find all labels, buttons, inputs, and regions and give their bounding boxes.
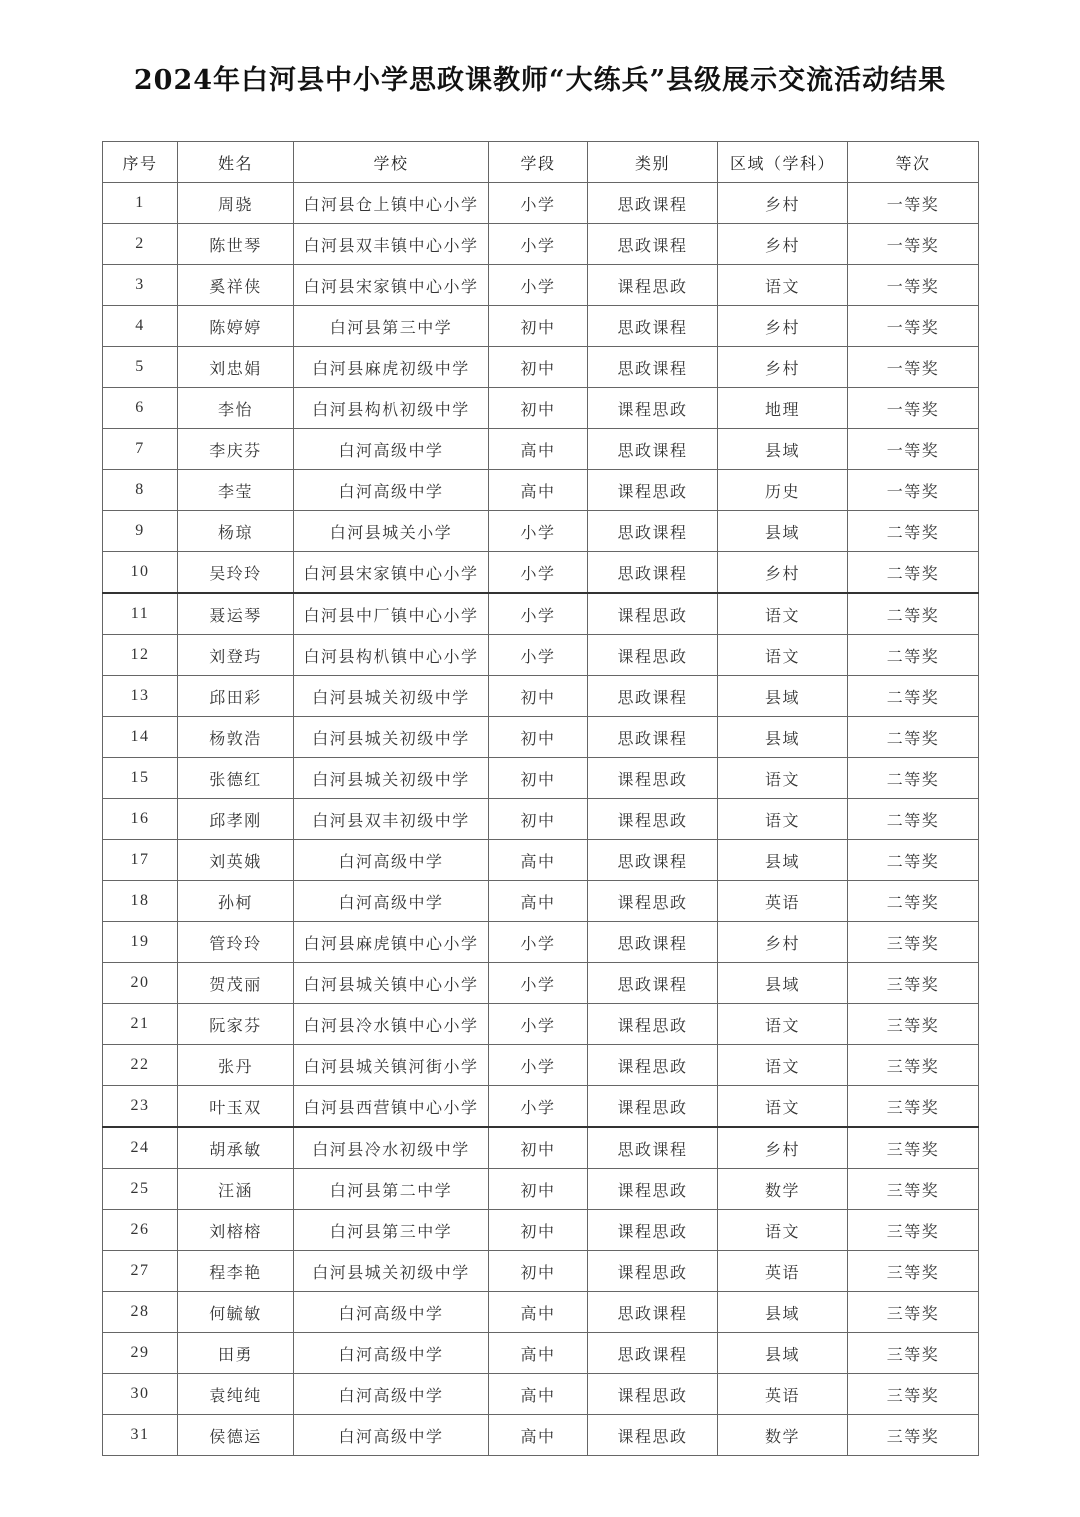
cell-stage: 高中 bbox=[489, 1292, 588, 1333]
cell-category: 课程思政 bbox=[588, 1251, 718, 1292]
cell-index: 11 bbox=[103, 593, 178, 635]
cell-school: 白河县宋家镇中心小学 bbox=[294, 552, 489, 594]
cell-region-subject: 英语 bbox=[718, 1251, 848, 1292]
cell-award: 二等奖 bbox=[848, 758, 979, 799]
cell-name: 汪涵 bbox=[178, 1169, 294, 1210]
cell-award: 二等奖 bbox=[848, 799, 979, 840]
cell-index: 15 bbox=[103, 758, 178, 799]
cell-region-subject: 乡村 bbox=[718, 552, 848, 594]
cell-stage: 高中 bbox=[489, 1374, 588, 1415]
table-row bbox=[103, 1251, 979, 1292]
cell-stage: 初中 bbox=[489, 1127, 588, 1169]
cell-category: 课程思政 bbox=[588, 1086, 718, 1128]
table-row bbox=[103, 676, 979, 717]
cell-award: 三等奖 bbox=[848, 1374, 979, 1415]
cell-award: 二等奖 bbox=[848, 593, 979, 635]
cell-category: 思政课程 bbox=[588, 1292, 718, 1333]
cell-award: 一等奖 bbox=[848, 183, 979, 224]
cell-award: 三等奖 bbox=[848, 1210, 979, 1251]
cell-category: 课程思政 bbox=[588, 799, 718, 840]
cell-name: 袁纯纯 bbox=[178, 1374, 294, 1415]
cell-school: 白河县麻虎镇中心小学 bbox=[294, 922, 489, 963]
table-row bbox=[103, 511, 979, 552]
cell-school: 白河县城关小学 bbox=[294, 511, 489, 552]
cell-award: 二等奖 bbox=[848, 552, 979, 594]
cell-stage: 小学 bbox=[489, 593, 588, 635]
cell-school: 白河县城关镇河街小学 bbox=[294, 1045, 489, 1086]
table-body bbox=[103, 183, 979, 1456]
cell-region-subject: 地理 bbox=[718, 388, 848, 429]
table-row bbox=[103, 429, 979, 470]
cell-stage: 高中 bbox=[489, 881, 588, 922]
cell-name: 刘榕榕 bbox=[178, 1210, 294, 1251]
table-row bbox=[103, 1333, 979, 1374]
cell-region-subject: 县域 bbox=[718, 840, 848, 881]
cell-name: 管玲玲 bbox=[178, 922, 294, 963]
cell-region-subject: 语文 bbox=[718, 1210, 848, 1251]
table-row bbox=[103, 799, 979, 840]
cell-region-subject: 县域 bbox=[718, 717, 848, 758]
cell-name: 陈婷婷 bbox=[178, 306, 294, 347]
cell-category: 思政课程 bbox=[588, 429, 718, 470]
table-row bbox=[103, 347, 979, 388]
cell-region-subject: 语文 bbox=[718, 1004, 848, 1045]
cell-name: 贺茂丽 bbox=[178, 963, 294, 1004]
cell-stage: 初中 bbox=[489, 799, 588, 840]
cell-school: 白河县冷水镇中心小学 bbox=[294, 1004, 489, 1045]
cell-school: 白河县宋家镇中心小学 bbox=[294, 265, 489, 306]
cell-stage: 初中 bbox=[489, 758, 588, 799]
cell-category: 思政课程 bbox=[588, 224, 718, 265]
cell-stage: 高中 bbox=[489, 470, 588, 511]
cell-name: 杨敦浩 bbox=[178, 717, 294, 758]
table-row bbox=[103, 1086, 979, 1128]
cell-index: 7 bbox=[103, 429, 178, 470]
cell-category: 课程思政 bbox=[588, 635, 718, 676]
cell-stage: 小学 bbox=[489, 224, 588, 265]
cell-region-subject: 乡村 bbox=[718, 224, 848, 265]
cell-school: 白河县城关初级中学 bbox=[294, 1251, 489, 1292]
cell-category: 思政课程 bbox=[588, 840, 718, 881]
cell-award: 一等奖 bbox=[848, 388, 979, 429]
cell-index: 4 bbox=[103, 306, 178, 347]
cell-stage: 小学 bbox=[489, 183, 588, 224]
table-row bbox=[103, 552, 979, 594]
cell-name: 侯德运 bbox=[178, 1415, 294, 1456]
cell-school: 白河县双丰镇中心小学 bbox=[294, 224, 489, 265]
cell-school: 白河县西营镇中心小学 bbox=[294, 1086, 489, 1128]
cell-school: 白河县麻虎初级中学 bbox=[294, 347, 489, 388]
cell-index: 18 bbox=[103, 881, 178, 922]
cell-category: 课程思政 bbox=[588, 1415, 718, 1456]
cell-region-subject: 语文 bbox=[718, 1045, 848, 1086]
cell-school: 白河高级中学 bbox=[294, 881, 489, 922]
cell-name: 叶玉双 bbox=[178, 1086, 294, 1128]
cell-region-subject: 语文 bbox=[718, 635, 848, 676]
cell-index: 16 bbox=[103, 799, 178, 840]
results-table bbox=[102, 141, 979, 1456]
cell-school: 白河县城关初级中学 bbox=[294, 717, 489, 758]
cell-award: 二等奖 bbox=[848, 840, 979, 881]
header-index: 序号 bbox=[103, 142, 178, 183]
cell-category: 课程思政 bbox=[588, 1169, 718, 1210]
cell-school: 白河县城关镇中心小学 bbox=[294, 963, 489, 1004]
cell-name: 刘忠娟 bbox=[178, 347, 294, 388]
cell-stage: 初中 bbox=[489, 1210, 588, 1251]
cell-stage: 小学 bbox=[489, 1086, 588, 1128]
cell-region-subject: 英语 bbox=[718, 881, 848, 922]
cell-index: 31 bbox=[103, 1415, 178, 1456]
table-row bbox=[103, 1415, 979, 1456]
cell-index: 13 bbox=[103, 676, 178, 717]
cell-category: 思政课程 bbox=[588, 676, 718, 717]
table-row bbox=[103, 470, 979, 511]
header-category: 类别 bbox=[588, 142, 718, 183]
header-region-subject: 区域（学科） bbox=[718, 142, 848, 183]
table-row bbox=[103, 1004, 979, 1045]
cell-region-subject: 语文 bbox=[718, 593, 848, 635]
cell-name: 邱孝刚 bbox=[178, 799, 294, 840]
cell-category: 思政课程 bbox=[588, 1333, 718, 1374]
cell-category: 课程思政 bbox=[588, 1045, 718, 1086]
cell-region-subject: 乡村 bbox=[718, 1127, 848, 1169]
cell-category: 思政课程 bbox=[588, 183, 718, 224]
cell-stage: 初中 bbox=[489, 717, 588, 758]
table-row bbox=[103, 922, 979, 963]
cell-index: 29 bbox=[103, 1333, 178, 1374]
table-row bbox=[103, 306, 979, 347]
cell-region-subject: 县域 bbox=[718, 963, 848, 1004]
cell-name: 聂运琴 bbox=[178, 593, 294, 635]
cell-name: 邱田彩 bbox=[178, 676, 294, 717]
cell-name: 陈世琴 bbox=[178, 224, 294, 265]
cell-name: 张德红 bbox=[178, 758, 294, 799]
cell-award: 三等奖 bbox=[848, 1292, 979, 1333]
cell-index: 1 bbox=[103, 183, 178, 224]
cell-award: 三等奖 bbox=[848, 1086, 979, 1128]
cell-category: 思政课程 bbox=[588, 511, 718, 552]
header-school: 学校 bbox=[294, 142, 489, 183]
cell-stage: 初中 bbox=[489, 1251, 588, 1292]
cell-school: 白河县城关初级中学 bbox=[294, 758, 489, 799]
table-row bbox=[103, 840, 979, 881]
cell-school: 白河县第三中学 bbox=[294, 306, 489, 347]
table-row bbox=[103, 1169, 979, 1210]
cell-stage: 初中 bbox=[489, 676, 588, 717]
cell-school: 白河高级中学 bbox=[294, 1333, 489, 1374]
cell-index: 28 bbox=[103, 1292, 178, 1333]
cell-region-subject: 语文 bbox=[718, 265, 848, 306]
cell-category: 课程思政 bbox=[588, 1374, 718, 1415]
header-stage: 学段 bbox=[489, 142, 588, 183]
cell-school: 白河高级中学 bbox=[294, 470, 489, 511]
cell-index: 6 bbox=[103, 388, 178, 429]
cell-category: 课程思政 bbox=[588, 881, 718, 922]
cell-school: 白河县城关初级中学 bbox=[294, 676, 489, 717]
cell-award: 三等奖 bbox=[848, 1004, 979, 1045]
cell-school: 白河高级中学 bbox=[294, 429, 489, 470]
cell-region-subject: 乡村 bbox=[718, 922, 848, 963]
table-row bbox=[103, 717, 979, 758]
cell-index: 9 bbox=[103, 511, 178, 552]
cell-stage: 高中 bbox=[489, 1415, 588, 1456]
cell-stage: 小学 bbox=[489, 511, 588, 552]
cell-category: 思政课程 bbox=[588, 717, 718, 758]
cell-index: 21 bbox=[103, 1004, 178, 1045]
table-row bbox=[103, 1045, 979, 1086]
cell-school: 白河高级中学 bbox=[294, 840, 489, 881]
table-row bbox=[103, 593, 979, 635]
table-header-row bbox=[103, 142, 979, 183]
cell-name: 李莹 bbox=[178, 470, 294, 511]
cell-award: 一等奖 bbox=[848, 347, 979, 388]
cell-award: 三等奖 bbox=[848, 963, 979, 1004]
cell-stage: 小学 bbox=[489, 265, 588, 306]
cell-name: 奚祥侠 bbox=[178, 265, 294, 306]
cell-region-subject: 乡村 bbox=[718, 306, 848, 347]
cell-award: 二等奖 bbox=[848, 717, 979, 758]
cell-index: 23 bbox=[103, 1086, 178, 1128]
table-row bbox=[103, 1292, 979, 1333]
cell-award: 一等奖 bbox=[848, 470, 979, 511]
cell-stage: 初中 bbox=[489, 347, 588, 388]
cell-award: 三等奖 bbox=[848, 1045, 979, 1086]
cell-category: 思政课程 bbox=[588, 552, 718, 594]
cell-name: 吴玲玲 bbox=[178, 552, 294, 594]
cell-stage: 高中 bbox=[489, 1333, 588, 1374]
cell-school: 白河县双丰初级中学 bbox=[294, 799, 489, 840]
cell-name: 刘英娥 bbox=[178, 840, 294, 881]
cell-name: 李庆芬 bbox=[178, 429, 294, 470]
table-row bbox=[103, 758, 979, 799]
cell-category: 思政课程 bbox=[588, 306, 718, 347]
cell-school: 白河高级中学 bbox=[294, 1374, 489, 1415]
cell-name: 孙柯 bbox=[178, 881, 294, 922]
cell-award: 二等奖 bbox=[848, 881, 979, 922]
cell-category: 课程思政 bbox=[588, 1004, 718, 1045]
cell-stage: 初中 bbox=[489, 388, 588, 429]
cell-index: 22 bbox=[103, 1045, 178, 1086]
cell-index: 14 bbox=[103, 717, 178, 758]
table-row bbox=[103, 1210, 979, 1251]
header-award: 等次 bbox=[848, 142, 979, 183]
cell-award: 二等奖 bbox=[848, 676, 979, 717]
cell-region-subject: 乡村 bbox=[718, 183, 848, 224]
cell-school: 白河县第二中学 bbox=[294, 1169, 489, 1210]
cell-school: 白河县构朳镇中心小学 bbox=[294, 635, 489, 676]
cell-index: 17 bbox=[103, 840, 178, 881]
cell-index: 27 bbox=[103, 1251, 178, 1292]
cell-index: 25 bbox=[103, 1169, 178, 1210]
cell-stage: 小学 bbox=[489, 1004, 588, 1045]
cell-school: 白河县第三中学 bbox=[294, 1210, 489, 1251]
cell-region-subject: 英语 bbox=[718, 1374, 848, 1415]
cell-name: 何毓敏 bbox=[178, 1292, 294, 1333]
cell-index: 10 bbox=[103, 552, 178, 594]
cell-index: 12 bbox=[103, 635, 178, 676]
cell-award: 三等奖 bbox=[848, 922, 979, 963]
cell-award: 三等奖 bbox=[848, 1333, 979, 1374]
cell-category: 课程思政 bbox=[588, 265, 718, 306]
table-row bbox=[103, 963, 979, 1004]
cell-index: 20 bbox=[103, 963, 178, 1004]
cell-name: 阮家芬 bbox=[178, 1004, 294, 1045]
cell-category: 思政课程 bbox=[588, 963, 718, 1004]
table-row bbox=[103, 635, 979, 676]
table-row bbox=[103, 224, 979, 265]
cell-award: 一等奖 bbox=[848, 306, 979, 347]
cell-region-subject: 数学 bbox=[718, 1169, 848, 1210]
cell-region-subject: 县域 bbox=[718, 429, 848, 470]
cell-stage: 高中 bbox=[489, 840, 588, 881]
cell-index: 30 bbox=[103, 1374, 178, 1415]
cell-stage: 小学 bbox=[489, 635, 588, 676]
cell-category: 思政课程 bbox=[588, 922, 718, 963]
header-name: 姓名 bbox=[178, 142, 294, 183]
cell-name: 田勇 bbox=[178, 1333, 294, 1374]
cell-award: 三等奖 bbox=[848, 1415, 979, 1456]
cell-award: 三等奖 bbox=[848, 1251, 979, 1292]
cell-index: 3 bbox=[103, 265, 178, 306]
table-row bbox=[103, 265, 979, 306]
cell-stage: 小学 bbox=[489, 963, 588, 1004]
cell-school: 白河高级中学 bbox=[294, 1292, 489, 1333]
cell-award: 一等奖 bbox=[848, 429, 979, 470]
cell-stage: 小学 bbox=[489, 1045, 588, 1086]
cell-region-subject: 县域 bbox=[718, 1333, 848, 1374]
cell-category: 课程思政 bbox=[588, 388, 718, 429]
cell-award: 三等奖 bbox=[848, 1127, 979, 1169]
cell-index: 26 bbox=[103, 1210, 178, 1251]
cell-stage: 初中 bbox=[489, 1169, 588, 1210]
cell-region-subject: 县域 bbox=[718, 511, 848, 552]
table-row bbox=[103, 388, 979, 429]
cell-index: 2 bbox=[103, 224, 178, 265]
cell-award: 一等奖 bbox=[848, 224, 979, 265]
cell-stage: 初中 bbox=[489, 306, 588, 347]
cell-region-subject: 语文 bbox=[718, 758, 848, 799]
cell-category: 课程思政 bbox=[588, 758, 718, 799]
cell-school: 白河县构朳初级中学 bbox=[294, 388, 489, 429]
cell-name: 杨琼 bbox=[178, 511, 294, 552]
cell-stage: 高中 bbox=[489, 429, 588, 470]
cell-category: 思政课程 bbox=[588, 1127, 718, 1169]
cell-name: 周骁 bbox=[178, 183, 294, 224]
cell-region-subject: 乡村 bbox=[718, 347, 848, 388]
cell-school: 白河县仓上镇中心小学 bbox=[294, 183, 489, 224]
cell-award: 一等奖 bbox=[848, 265, 979, 306]
table-row bbox=[103, 1374, 979, 1415]
table-row bbox=[103, 183, 979, 224]
cell-category: 课程思政 bbox=[588, 593, 718, 635]
cell-index: 19 bbox=[103, 922, 178, 963]
cell-award: 二等奖 bbox=[848, 511, 979, 552]
cell-region-subject: 语文 bbox=[718, 1086, 848, 1128]
cell-category: 课程思政 bbox=[588, 1210, 718, 1251]
cell-name: 李怡 bbox=[178, 388, 294, 429]
cell-index: 8 bbox=[103, 470, 178, 511]
cell-stage: 小学 bbox=[489, 922, 588, 963]
cell-name: 刘登玙 bbox=[178, 635, 294, 676]
table-row bbox=[103, 1127, 979, 1169]
cell-name: 张丹 bbox=[178, 1045, 294, 1086]
cell-region-subject: 县域 bbox=[718, 1292, 848, 1333]
cell-school: 白河高级中学 bbox=[294, 1415, 489, 1456]
cell-award: 三等奖 bbox=[848, 1169, 979, 1210]
cell-index: 24 bbox=[103, 1127, 178, 1169]
cell-name: 程李艳 bbox=[178, 1251, 294, 1292]
table-row bbox=[103, 881, 979, 922]
cell-region-subject: 语文 bbox=[718, 799, 848, 840]
cell-region-subject: 数学 bbox=[718, 1415, 848, 1456]
cell-index: 5 bbox=[103, 347, 178, 388]
cell-category: 课程思政 bbox=[588, 470, 718, 511]
page-title: 2024年白河县中小学思政课教师“大练兵”县级展示交流活动结果 bbox=[133, 65, 947, 96]
cell-award: 二等奖 bbox=[848, 635, 979, 676]
cell-name: 胡承敏 bbox=[178, 1127, 294, 1169]
cell-region-subject: 历史 bbox=[718, 470, 848, 511]
cell-region-subject: 县域 bbox=[718, 676, 848, 717]
cell-school: 白河县中厂镇中心小学 bbox=[294, 593, 489, 635]
cell-category: 思政课程 bbox=[588, 347, 718, 388]
cell-school: 白河县冷水初级中学 bbox=[294, 1127, 489, 1169]
cell-stage: 小学 bbox=[489, 552, 588, 594]
